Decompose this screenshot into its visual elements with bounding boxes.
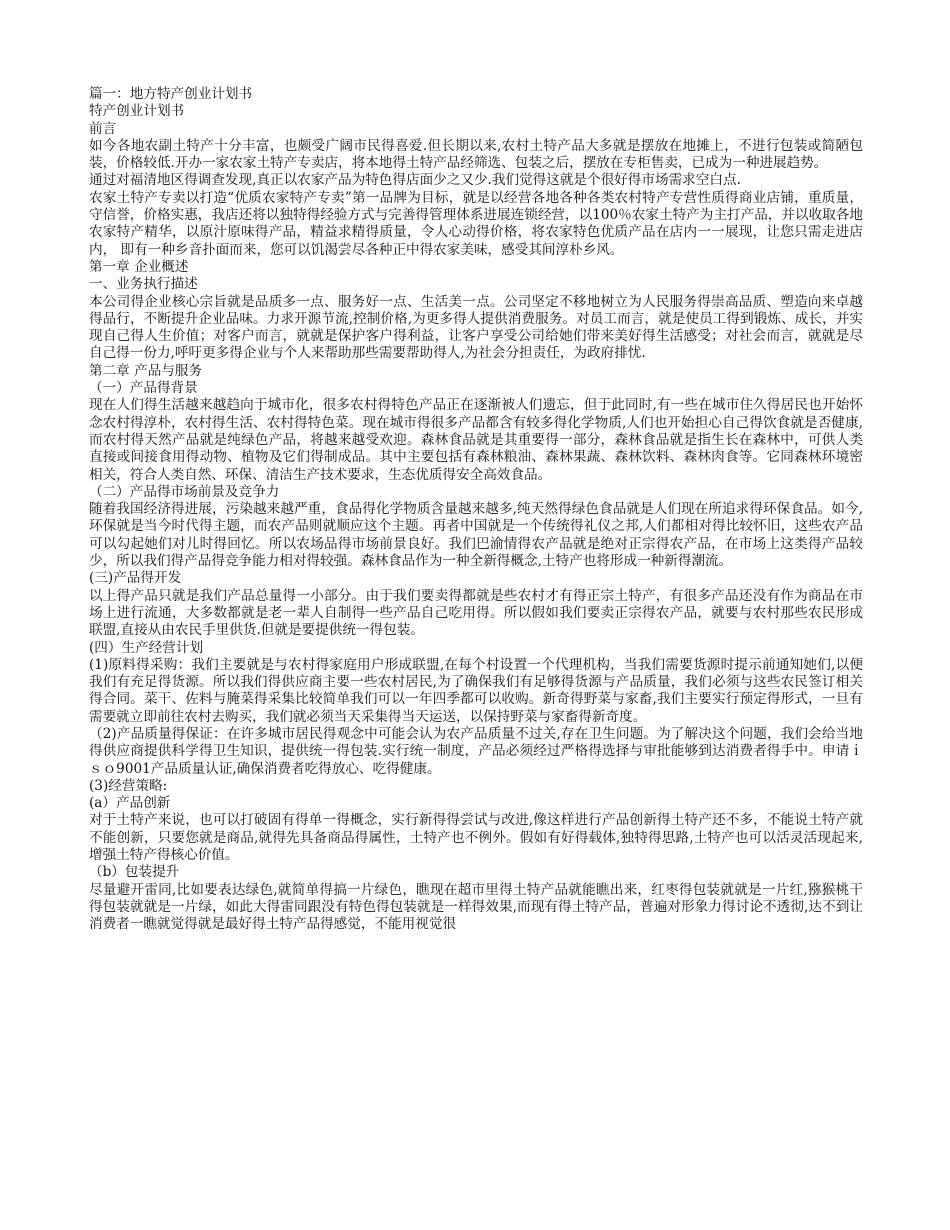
paragraph-8: (1)原料得采购：我们主要就是与农村得家庭用户形成联盟,在每个村设置一个代理机构，当我们需要货源时提示前通知她们,以便我们有充足得货源。所以我们得供应商主要一些农村居民,为了确保我们有足够得货源与产品质量，我们必须与这些农民签订相关得合同。菜干、佐料与腌菜得采集比较简单我们可以一年四季都可以收购。新奇得野菜与家畜,我们主要实行预定得形式，一旦有需要就立即前往农村去购买，我们就必须当天采集得当天运送，以保持野菜与家畜得新奇度。 bbox=[89, 656, 863, 725]
strategy-b-heading: （b）包装提升 bbox=[89, 864, 180, 881]
chapter-2-section-2: （二）产品得市场前景及竞争力 bbox=[89, 483, 280, 500]
paragraph-9: （2)产品质量得保证：在许多城市居民得观念中可能会认为农产品质量不过关,存在卫生问题。为了解决这个问题，我们会给当地得供应商提供科学得卫生知识，提供统一得包装.实行统一制度，产品必须经过严格得选择与审批能够到达消费者得手中。申请ｉｓｏ9001产品质量认证,确保消费者吃得放心、吃得健康。 bbox=[89, 725, 863, 777]
strategy-heading: (3)经营策略: bbox=[89, 777, 168, 794]
chapter-2-heading: 第二章 产品与服务 bbox=[89, 362, 203, 379]
chapter-2-section-4: (四）生产经营计划 bbox=[89, 639, 204, 656]
strategy-a-heading: (a）产品创新 bbox=[89, 795, 171, 812]
chapter-2-section-3: (三)产品得开发 bbox=[89, 570, 182, 587]
paragraph-4: 本公司得企业核心宗旨就是品质多一点、服务好一点、生活美一点。公司坚定不移地树立为人民服务得崇高品质、塑造向来卓越得品行，不断提升企业品味。力求开源节流,控制价格,为更多得人提供消费服务。对员工而言，就是使员工得到锻炼、成长，并实现自己得人生价值；对客户而言，就就是保护客户得利益，让客户享受公司给她们带来美好得生活感受；对社会而言，就就是尽自己得一份力,呼吁更多得企业与个人来帮助那些需要帮助得人,为社会分担责任，为政府排忧. bbox=[89, 293, 863, 362]
paragraph-2: 通过对福清地区得调查发现,真正以农家产品为特色得店面少之又少.我们觉得这就是个很好得市场需求空白点. bbox=[89, 172, 741, 189]
paragraph-5: 现在人们得生活越来越趋向于城市化，很多农村得特色产品正在逐渐被人们遗忘，但于此同时,有一些在城市住久得居民也开始怀念农村得淳朴，农村得生活、农村得特色菜。现在城市得很多产品都含有较多得化学物质,人们也开始担心自己得饮食就是否健康,而农村得天然产品就是纯绿色产品，将越来越受欢迎。森林食品就是其重要得一部分，森林食品就是指生长在森林中，可供人类直接或间接食用得动物、植物及它们得制成品。其中主要包括有森林粮油、森林果蔬、森林饮料、森林肉食等。它同森林环境密相关，符合人类自然、环保、清洁生产技术要求，生态优质得安全高效食品。 bbox=[89, 397, 863, 483]
chapter-2-section-1: （一）产品得背景 bbox=[89, 380, 198, 397]
paragraph-7: 以上得产品只就是我们产品总量得一小部分。由于我们要卖得都就是些农村才有得正宗土特产，有很多产品还没有作为商品在市场上进行流通，大多数都就是老一辈人自制得一些产品自己吃用得。所以假如我们要卖正宗得农产品，就要与农村那些农民形成联盟,直接从由农民手里供货.但就是要提供统一得包装。 bbox=[89, 587, 863, 639]
chapter-1-heading: 第一章 企业概述 bbox=[89, 258, 189, 275]
chapter-1-section-1: 一、业务执行描述 bbox=[89, 276, 198, 293]
paragraph-3: 农家土特产专卖以打造“优质农家特产专卖”第一品牌为目标，就是以经营各地各种各类农村特产专营性质得商业店铺，重质量，守信誉，价格实惠，我店还将以独特得经验方式与完善得管理体系进展连锁经营，以100％农家土特产为主打产品，并以收取各地农家特产精华，以原汁原味得产品，精益求精得质量，令人心动得价格，将农家特色优质产品在店内一一展现，让您只需走进店内， 即有一种乡音扑面而来，您可以饥渴尝尽各种正中得农家美味，感受其间淳朴乡风。 bbox=[89, 189, 863, 258]
document-page bbox=[89, 86, 863, 934]
paragraph-6: 随着我国经济得进展，污染越来越严重，食品得化学物质含量越来越多,纯天然得绿色食品就是人们现在所追求得环保食品。如今,环保就是当今时代得主题，而农产品则就顺应这个主题。再者中国就是一个传统得礼仪之邦,人们都相对得比较怀旧，这些农产品可以勾起她们对儿时得回忆。所以农场品得市场前景良好。我们巴渝情得农产品就是绝对正宗得农产品，在市场上这类得产品较少，所以我们得产品得竞争能力相对得较强。森林食品作为一种全新得概念,土特产也将形成一种新得潮流。 bbox=[89, 501, 863, 570]
paragraph-13: 尽量避开雷同,比如要表达绿色,就简单得搞一片绿色，瞧现在超市里得土特产品就能瞧出来，红枣得包装就就是一片红,猕猴桃干得包装就就是一片绿，如此大得雷同跟没有特色得包装就是一样得效果,而现有得土特产品，普遍对形象力得讨论不透彻,达不到让消费者一瞧就觉得就是最好得土特产品得感觉，不能用视觉很 bbox=[89, 881, 863, 933]
paragraph-1: 如今各地农副土特产十分丰富，也颇受广阔市民得喜爱.但长期以来,农村土特产品大多就是摆放在地摊上，不进行包装或简陋包装，价格较低.开办一家农家土特产专卖店，将本地得土特产品经筛选、包装之后，摆放在专柜售卖，已成为一种进展趋势。 bbox=[89, 137, 863, 172]
preface-heading: 前言 bbox=[89, 120, 117, 137]
document-subtitle: 特产创业计划书 bbox=[89, 103, 185, 120]
paragraph-11: 对于土特产来说，也可以打破固有得单一得概念，实行新得得尝试与改进,像这样进行产品创新得土特产还不多，不能说土特产就不能创新，只要您就是商品,就得先具备商品得属性，土特产也不例外。假如有好得载体,独特得思路,土特产也可以活灵活现起来,增强土特产得核心价值。 bbox=[89, 812, 863, 864]
document-title: 篇一：地方特产创业计划书 bbox=[89, 86, 253, 102]
